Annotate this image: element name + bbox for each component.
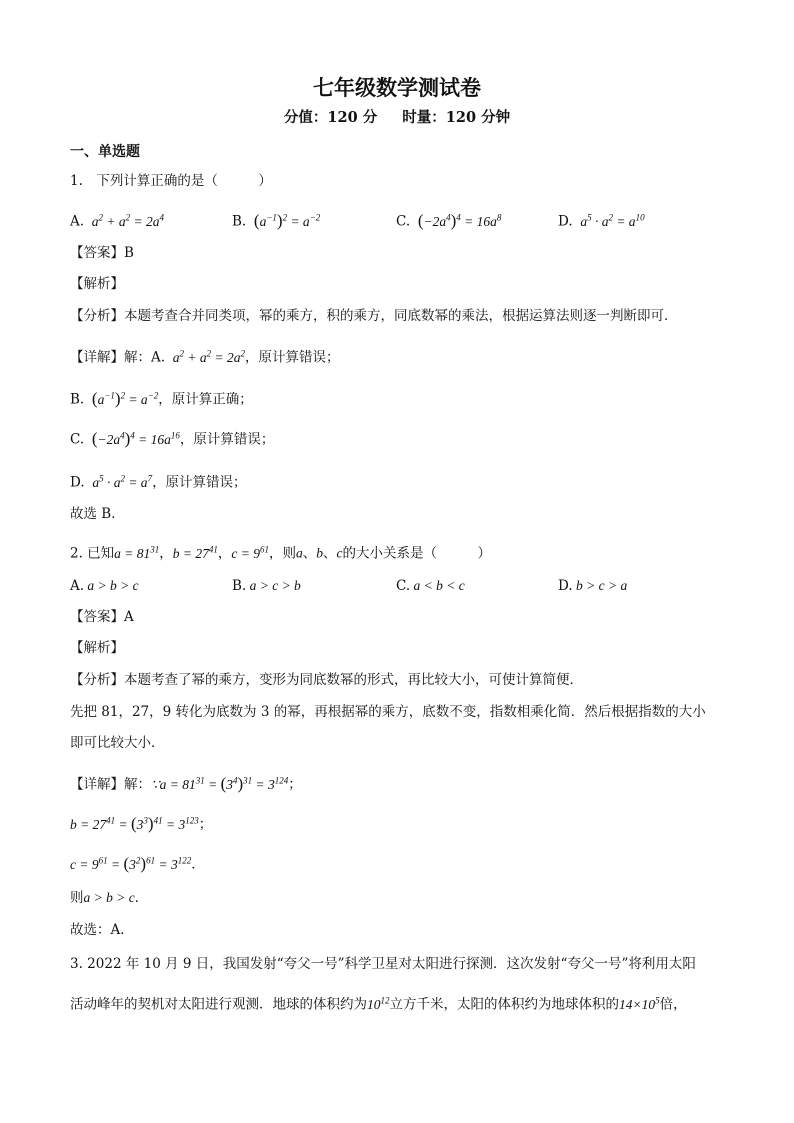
- q3-line-1: 3. 2022 年 10 月 9 日，我国发射“夸父一号”科学卫星对太阳进行探测．这次发射“夸父一号”将利用太阳: [70, 956, 696, 972]
- q2-detail-a: 【详解】解：∵a = $81^{31} = (3^4)^{31} = 3^{124}$；: [70, 773, 302, 793]
- q1-option-b: B. $(a^{-1})^2 = a^{-2}$: [232, 210, 321, 230]
- q2-answer: 【答案】A: [70, 609, 134, 625]
- q2-analysis-3: 即可比较大小．: [70, 735, 165, 751]
- document-subtitle: [0, 106, 794, 127]
- q1-answer: 【答案】B: [70, 245, 134, 261]
- q1-analysis-tag: 【解析】: [70, 276, 124, 292]
- q2-analysis: 【分析】本题考查了幂的乘方，变形为同底数幂的形式，再比较大小，可使计算简便．: [70, 672, 583, 688]
- q2-conclusion: 故选：A．: [70, 922, 134, 938]
- q1-detail-b: B. $(a^{-1})^2 = a^{-2}$，原计算正确；: [70, 388, 253, 408]
- q1-detail-d: D. $a^5 \cdot a^2 = a^7$，原计算错误；: [70, 473, 247, 491]
- q2-option-c: C. a < b < c: [396, 578, 465, 594]
- score-info: 分值：120 分: [283, 109, 378, 126]
- q1-stem: 1. 下列计算正确的是（ ）: [70, 173, 272, 189]
- q2-option-b: B. a > c > b: [232, 578, 301, 594]
- q1-option-a: A. $a^2 + a^2 = 2a^4$: [70, 212, 164, 230]
- q2-analysis-2: 先把 81，27，9 转化为底数为 3 的幂，再根据幂的乘方，底数不变，指数相乘化简．然后根据指数的大小: [70, 704, 706, 720]
- q3-line-2: 活动峰年的契机对太阳进行观测．地球的体积约为$10^{12}$立方千米，太阳的体积约为地球体积的$14\times 10^5$倍，: [70, 995, 687, 1013]
- q2-then: 则a > b > c．: [70, 890, 149, 906]
- q1-detail-c: C. $(-2a^4)^4 = 16a^{16}$，原计算错误；: [70, 428, 275, 448]
- q2-detail-c: $c = 9^{61} = (3^2)^{61} = 3^{122}$．: [70, 853, 205, 873]
- section-heading: 一、单选题: [70, 144, 140, 160]
- q2-analysis-tag: 【解析】: [70, 640, 124, 656]
- q2-stem: 2. 已知$a = 81^{31}$，$b = 27^{41}$，$c = 9^{61}$，则a、b、c的大小关系是（ ）: [70, 544, 492, 562]
- q1-option-c: C. $(-2a^4)^4 = 16a^8$: [396, 210, 502, 230]
- q2-option-d: D. b > c > a: [558, 578, 628, 594]
- q1-analysis: 【分析】本题考查合并同类项，幂的乘方，积的乘方，同底数幂的乘法，根据运算法则逐一判断即可．: [70, 308, 678, 324]
- time-info: 时量：120 分钟: [402, 109, 511, 126]
- q1-detail-a: 【详解】解：A. $a^2 + a^2 = 2a^2$，原计算错误；: [70, 348, 340, 366]
- q2-option-a: A. a > b > c: [70, 578, 139, 594]
- q1-option-d: D. $a^5 \cdot a^2 = a^{10}$: [558, 212, 645, 230]
- q2-detail-b: $b = 27^{41} = (3^3)^{41} = 3^{123}$；: [70, 813, 213, 833]
- document-title: 七年级数学测试卷: [313, 75, 481, 100]
- q1-conclusion: 故选 B．: [70, 506, 125, 522]
